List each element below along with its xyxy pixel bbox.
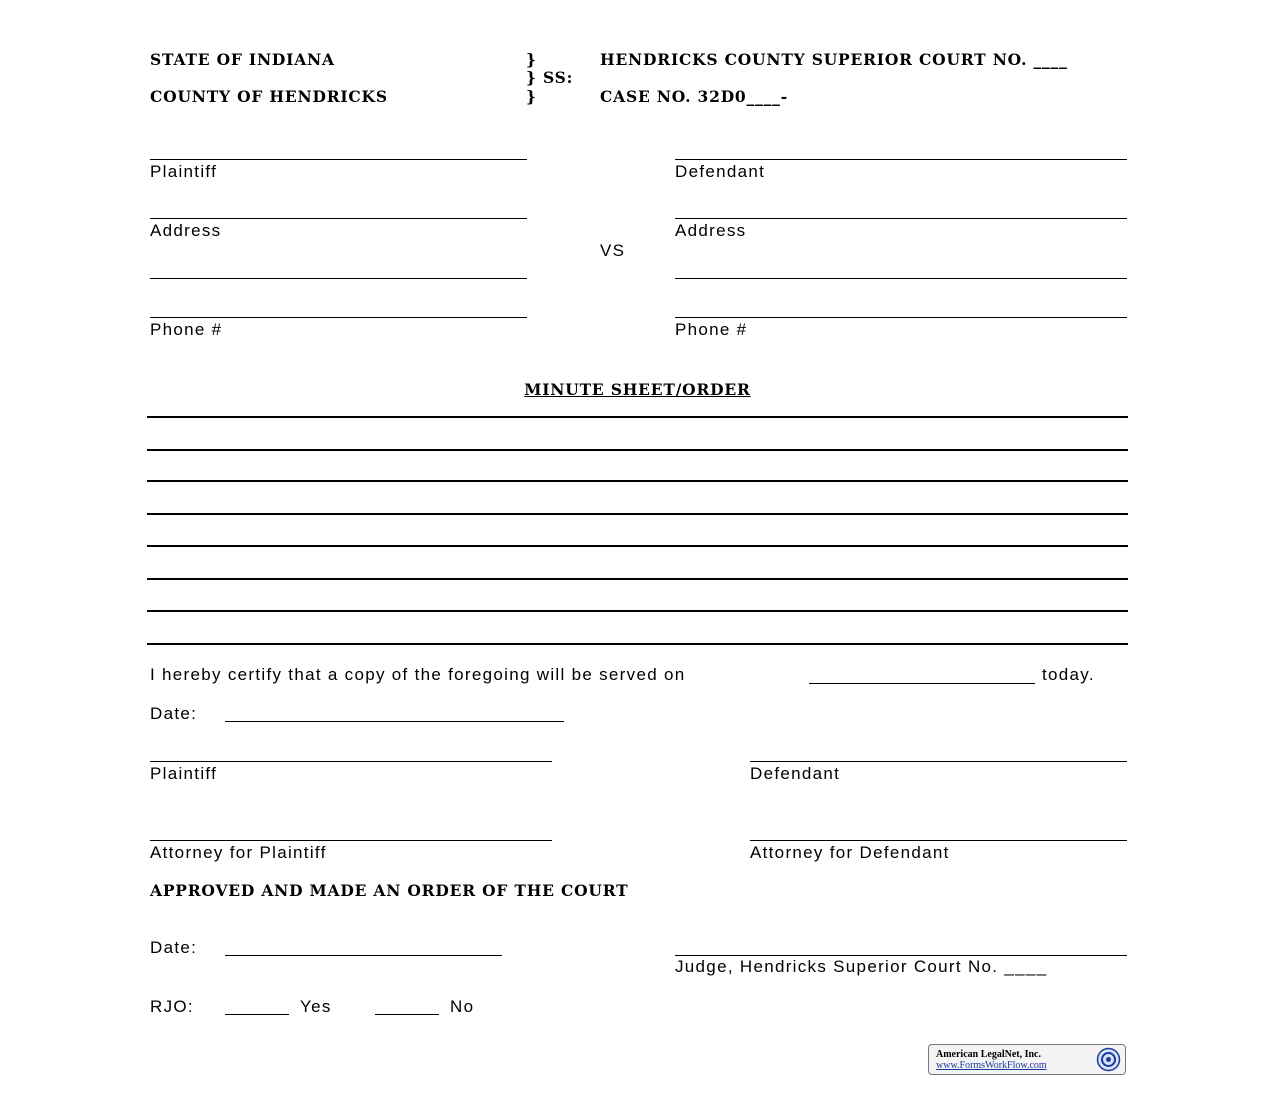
case-number: CASE NO. 32D0____- xyxy=(600,87,788,106)
minute-line-7[interactable] xyxy=(147,610,1128,612)
plaintiff-label: Plaintiff xyxy=(150,162,218,181)
rjo-yes-label: Yes xyxy=(300,997,332,1016)
rjo-no-label: No xyxy=(450,997,475,1016)
globe-icon xyxy=(1096,1047,1121,1072)
minute-line-5[interactable] xyxy=(147,545,1128,547)
minute-line-3[interactable] xyxy=(147,480,1128,482)
page-title: MINUTE SHEET/ORDER xyxy=(524,380,751,399)
logo-url[interactable]: www.FormsWorkFlow.com xyxy=(936,1060,1047,1071)
plaintiff-address-line-1[interactable] xyxy=(150,218,527,219)
minute-line-8[interactable] xyxy=(147,643,1128,645)
defendant-address-label: Address xyxy=(675,221,747,240)
defendant-signature-label: Defendant xyxy=(750,764,841,783)
defendant-address-line-2[interactable] xyxy=(675,278,1127,279)
plaintiff-name-line[interactable] xyxy=(150,159,527,160)
attorney-defendant-label: Attorney for Defendant xyxy=(750,843,950,862)
approval-date-label: Date: xyxy=(150,938,198,957)
legalnet-logo[interactable] xyxy=(928,1044,1126,1075)
defendant-label: Defendant xyxy=(675,162,766,181)
plaintiff-phone-line[interactable] xyxy=(150,317,527,318)
attorney-plaintiff-line[interactable] xyxy=(150,840,552,841)
logo-company-name: American LegalNet, Inc. xyxy=(936,1049,1041,1060)
certify-date-line[interactable] xyxy=(225,721,564,722)
rjo-label: RJO: xyxy=(150,997,194,1016)
minute-line-4[interactable] xyxy=(147,513,1128,515)
brace-bottom: } xyxy=(526,87,537,106)
plaintiff-address-line-2[interactable] xyxy=(150,278,527,279)
defendant-phone-label: Phone # xyxy=(675,320,748,339)
attorney-defendant-line[interactable] xyxy=(750,840,1127,841)
plaintiff-signature-line[interactable] xyxy=(150,761,552,762)
minute-line-6[interactable] xyxy=(147,578,1128,580)
plaintiff-phone-label: Phone # xyxy=(150,320,223,339)
judge-label: Judge, Hendricks Superior Court No. ____ xyxy=(675,957,1048,976)
plaintiff-address-label: Address xyxy=(150,221,222,240)
county-label: COUNTY OF HENDRICKS xyxy=(150,87,388,106)
certify-date-label: Date: xyxy=(150,704,198,723)
rjo-no-line[interactable] xyxy=(375,1014,439,1015)
minute-line-1[interactable] xyxy=(147,416,1128,418)
court-label: HENDRICKS COUNTY SUPERIOR COURT NO. ____ xyxy=(600,50,1068,69)
plaintiff-signature-label: Plaintiff xyxy=(150,764,218,783)
certify-text: I hereby certify that a copy of the foregoing will be served on xyxy=(150,665,686,684)
defendant-name-line[interactable] xyxy=(675,159,1127,160)
vs-label: VS xyxy=(600,241,626,260)
served-on-line[interactable] xyxy=(809,683,1035,684)
approval-date-line[interactable] xyxy=(225,955,502,956)
judge-signature-line[interactable] xyxy=(675,955,1127,956)
defendant-address-line-1[interactable] xyxy=(675,218,1127,219)
approval-heading: APPROVED AND MADE AN ORDER OF THE COURT xyxy=(150,881,629,900)
attorney-plaintiff-label: Attorney for Plaintiff xyxy=(150,843,327,862)
defendant-signature-line[interactable] xyxy=(750,761,1127,762)
defendant-phone-line[interactable] xyxy=(675,317,1127,318)
certify-today: today. xyxy=(1042,665,1095,684)
rjo-yes-line[interactable] xyxy=(225,1014,289,1015)
brace-top: } xyxy=(526,50,537,69)
ss-label: } SS: xyxy=(526,68,574,87)
state-label: STATE OF INDIANA xyxy=(150,50,335,69)
minute-line-2[interactable] xyxy=(147,449,1128,451)
